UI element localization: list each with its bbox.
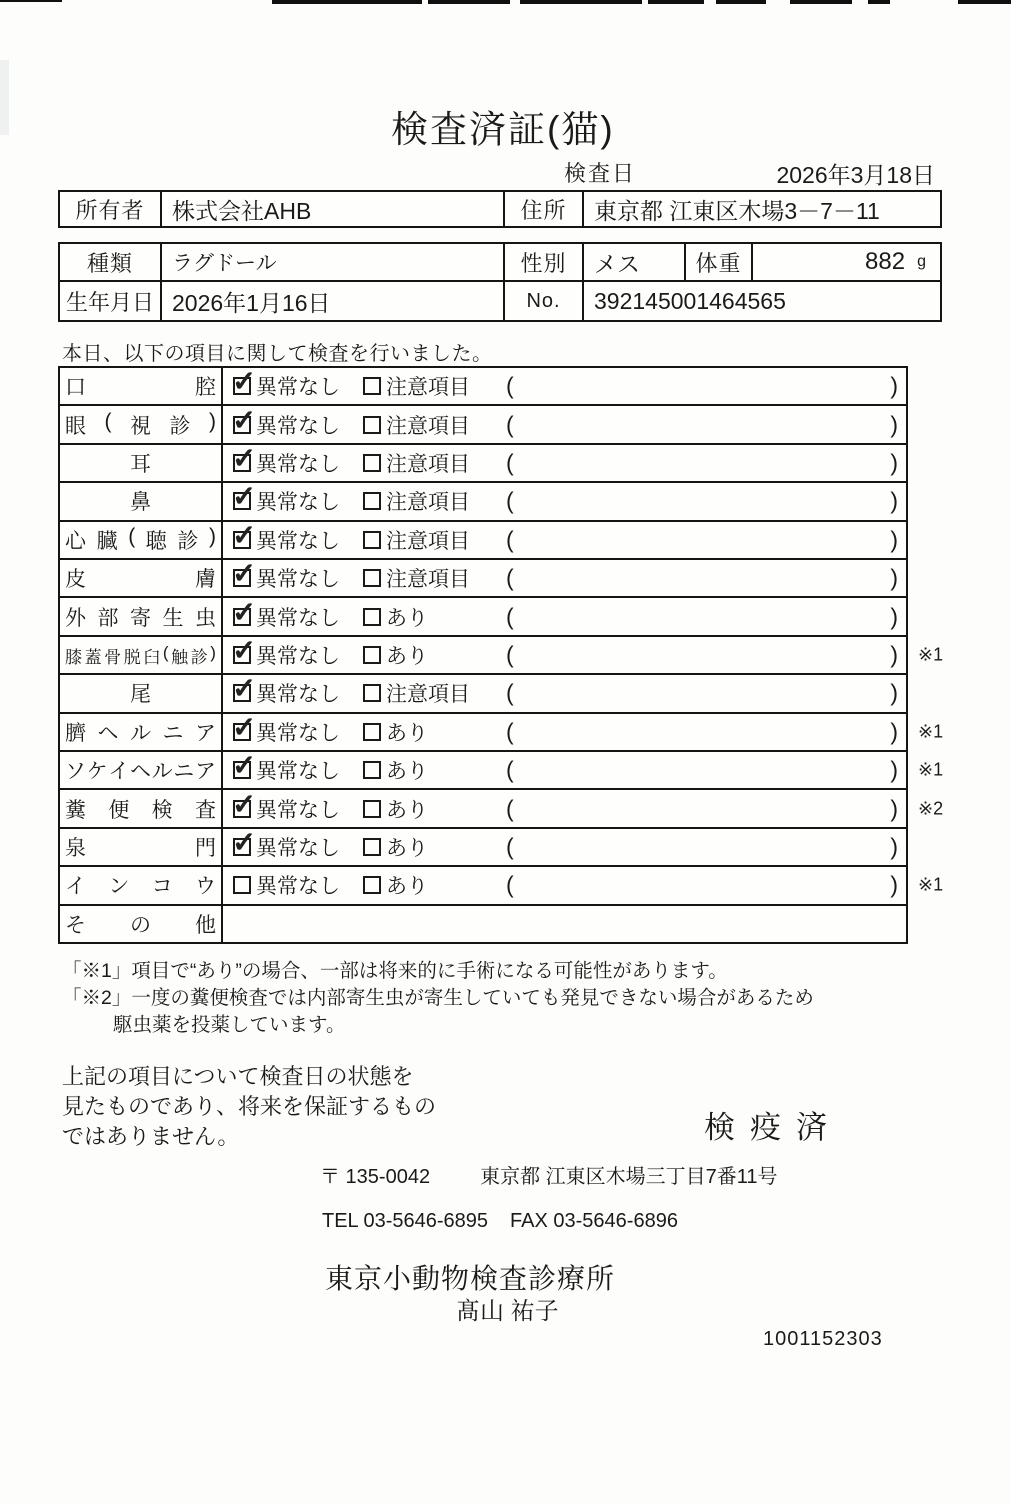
item-label-char: 膚 <box>195 568 216 592</box>
option-finding-label: 注意項目 <box>386 683 470 707</box>
item-label-char: ヘ <box>129 760 151 784</box>
item-label-char: 外 <box>65 606 86 630</box>
remarks-paren-close: ) <box>890 411 898 438</box>
checkbox-finding-icon <box>363 531 381 549</box>
item-label-char: 鼻 <box>130 491 151 515</box>
item-label-char: 門 <box>195 837 216 861</box>
option-no-abnormality-label: 異常なし <box>256 798 340 822</box>
checkbox-no-abnormality-icon <box>233 377 251 395</box>
item-label-char: ソ <box>65 760 86 784</box>
checklist-row <box>60 788 944 826</box>
option-finding-label: あり <box>386 760 428 784</box>
item-label-char: 診 <box>169 414 191 438</box>
item-label-char: ( <box>162 642 169 662</box>
item-label-char: 心 <box>65 529 86 553</box>
checkbox-finding-icon <box>363 454 381 472</box>
birthdate-label: 生年月日 <box>60 282 162 320</box>
checkbox-finding-icon <box>363 838 381 856</box>
item-label-char: ケ <box>86 760 108 784</box>
option-finding-label: あり <box>386 875 428 899</box>
option-finding-label: 注意項目 <box>386 414 470 438</box>
item-label-char: 検 <box>151 798 173 822</box>
item-options <box>223 368 906 404</box>
clinic-name: 東京小動物検査診療所 <box>325 1263 616 1294</box>
option-finding-label: あり <box>386 645 428 669</box>
item-label-char: ニ <box>173 760 195 784</box>
option-no-abnormality-label: 異常なし <box>256 491 340 515</box>
item-label-char: ニ <box>162 721 184 745</box>
checkbox-no-abnormality-icon <box>233 800 251 818</box>
item-label <box>65 755 216 785</box>
birthdate-row <box>60 280 940 320</box>
item-label-char: ( <box>104 409 112 433</box>
item-label-char: 皮 <box>65 568 86 592</box>
remarks-paren-close: ) <box>890 718 898 745</box>
option-no-abnormality-label: 異常なし <box>256 606 340 630</box>
remarks-paren-open: ( <box>506 641 514 668</box>
option-no-abnormality-label: 異常なし <box>256 645 340 669</box>
item-options <box>223 522 906 558</box>
remarks-paren-open: ( <box>506 564 514 591</box>
checklist-row <box>60 673 906 711</box>
scan-artifact <box>428 0 510 4</box>
item-options <box>223 752 944 788</box>
item-label-char: 泉 <box>65 837 86 861</box>
address-value: 東京都 江東区木場3－7－11 <box>594 197 880 224</box>
number-value: 392145001464565 <box>594 287 786 314</box>
checkbox-finding-icon <box>363 761 381 779</box>
item-label-char: ) <box>210 642 216 662</box>
option-finding-label: あり <box>386 837 428 861</box>
item-label <box>65 371 216 401</box>
item-options <box>223 406 906 442</box>
item-label-cell <box>60 560 223 596</box>
scan-artifact <box>0 60 9 135</box>
option-no-abnormality-label: 異常なし <box>256 376 340 400</box>
item-label-char: の <box>130 913 151 937</box>
scan-artifact <box>716 0 766 4</box>
item-label-char: 部 <box>97 606 119 630</box>
remarks-paren-close: ) <box>890 603 898 630</box>
reference-mark: ※1 <box>918 644 944 665</box>
checkbox-no-abnormality-icon <box>233 761 251 779</box>
disclaimer-line-3: ではありません。 <box>62 1124 240 1149</box>
item-label <box>65 870 216 900</box>
option-finding-label: あり <box>386 798 428 822</box>
option-finding-label: 注意項目 <box>386 529 470 553</box>
item-options <box>223 637 944 673</box>
item-label <box>65 410 216 440</box>
item-label-cell <box>60 790 223 826</box>
remarks-paren-open: ( <box>506 679 514 706</box>
item-label-char: そ <box>65 913 86 937</box>
checkbox-finding-icon <box>363 646 381 664</box>
option-finding-label: あり <box>386 606 428 630</box>
scan-artifact <box>868 0 890 4</box>
checkbox-no-abnormality-icon <box>233 608 251 626</box>
item-label-char: 生 <box>162 606 184 630</box>
item-label-char: ( <box>128 524 136 548</box>
item-label-char: 耳 <box>130 453 151 477</box>
number-label: No. <box>505 282 584 320</box>
item-label <box>65 486 216 516</box>
clinic-fax: FAX 03-5646-6896 <box>510 1210 678 1232</box>
item-options <box>223 829 906 865</box>
checklist-row <box>60 368 906 404</box>
option-finding-label: 注意項目 <box>386 453 470 477</box>
weight-label: 体重 <box>686 244 753 280</box>
remarks-paren-open: ( <box>506 871 514 898</box>
reference-mark: ※2 <box>918 798 944 819</box>
item-label <box>65 678 216 708</box>
checkbox-finding-icon <box>363 377 381 395</box>
item-label-cell <box>60 637 223 673</box>
breed-row <box>60 244 940 280</box>
checkbox-no-abnormality-icon <box>233 531 251 549</box>
owner-label: 所有者 <box>60 192 162 226</box>
checkbox-finding-icon <box>363 684 381 702</box>
remarks-paren-close: ) <box>890 641 898 668</box>
scan-artifact <box>790 0 852 4</box>
item-label-char: 虫 <box>195 606 216 630</box>
item-label-char: ) <box>209 409 216 433</box>
weight-number: 882 <box>865 248 906 275</box>
clinic-tel: TEL 03-5646-6895 <box>322 1210 489 1232</box>
checkbox-no-abnormality-icon <box>233 876 251 894</box>
item-options <box>223 483 906 519</box>
remarks-paren-open: ( <box>506 487 514 514</box>
inspection-date-value: 2026年3月18日 <box>776 162 935 188</box>
item-label-cell <box>60 522 223 558</box>
remarks-paren-open: ( <box>506 756 514 783</box>
checkbox-no-abnormality-icon <box>233 492 251 510</box>
checklist-row <box>60 404 906 442</box>
item-label-char: 診 <box>177 529 199 553</box>
item-options <box>223 598 906 634</box>
document-title: 検査済証(猫) <box>391 109 615 150</box>
item-label-cell <box>60 675 223 711</box>
item-label-char: イ <box>108 760 130 784</box>
option-no-abnormality-label: 異常なし <box>256 683 340 707</box>
item-options <box>223 714 944 750</box>
item-label-char: 脱 <box>123 647 141 667</box>
item-label-char: 便 <box>108 798 130 822</box>
address-label: 住所 <box>505 192 584 226</box>
item-label-cell <box>60 598 223 634</box>
postal-code: 〒 135-0042 <box>320 1166 431 1188</box>
checklist-row <box>60 481 906 519</box>
option-no-abnormality-label: 異常なし <box>256 568 340 592</box>
remarks-paren-close: ) <box>890 487 898 514</box>
item-label-cell <box>60 752 223 788</box>
item-label-char: コ <box>151 875 173 899</box>
remarks-paren-open: ( <box>506 718 514 745</box>
item-label-char: 腔 <box>195 376 216 400</box>
owner-table <box>58 190 942 228</box>
option-no-abnormality-label: 異常なし <box>256 721 340 745</box>
checklist-row <box>60 750 944 788</box>
clinic-phone-line <box>322 1210 678 1233</box>
checkbox-no-abnormality-icon <box>233 416 251 434</box>
item-label-char: 査 <box>194 798 216 822</box>
item-label-char: ) <box>208 524 216 548</box>
item-label-char: 他 <box>195 913 216 937</box>
item-label <box>65 602 216 632</box>
checkbox-no-abnormality-icon <box>233 569 251 587</box>
option-no-abnormality-label: 異常なし <box>256 414 340 438</box>
item-label-char: 寄 <box>130 606 151 630</box>
footnote-1: 「※1」項目で“あり”の場合、一部は将来的に手術になる可能性があります。 <box>62 960 728 982</box>
item-label-char: イ <box>65 875 86 899</box>
checklist-row <box>60 827 906 865</box>
remarks-paren-close: ) <box>890 449 898 476</box>
option-finding-label: 注意項目 <box>386 491 470 515</box>
checklist-row <box>60 635 944 673</box>
option-finding-label: 注意項目 <box>386 376 470 400</box>
checklist-row <box>60 865 944 903</box>
item-label-char: 臼 <box>143 647 161 667</box>
remarks-paren-close: ) <box>890 372 898 399</box>
checkbox-finding-icon <box>363 492 381 510</box>
option-no-abnormality-label: 異常なし <box>256 837 340 861</box>
scan-artifact <box>958 0 1011 4</box>
checklist-intro: 本日、以下の項目に関して検査を行いました。 <box>62 343 493 365</box>
animal-table <box>58 242 942 322</box>
remarks-paren-open: ( <box>506 449 514 476</box>
checkbox-no-abnormality-icon <box>233 454 251 472</box>
remarks-paren-close: ) <box>890 756 898 783</box>
remarks-paren-open: ( <box>506 411 514 438</box>
breed-label: 種類 <box>60 244 162 280</box>
item-label-cell <box>60 406 223 442</box>
item-label <box>65 563 216 593</box>
option-no-abnormality-label: 異常なし <box>256 529 340 553</box>
item-label-char: ン <box>108 875 130 899</box>
remarks-paren-close: ) <box>890 833 898 860</box>
item-options <box>223 445 906 481</box>
footnote-2-line1: 「※2」一度の糞便検査では内部寄生虫が寄生していても発見できない場合があるため <box>62 987 814 1009</box>
item-label-char: 骨 <box>104 647 122 667</box>
item-label-char: ウ <box>194 875 216 899</box>
remarks-paren-close: ) <box>890 564 898 591</box>
checklist-row <box>60 712 944 750</box>
item-label-cell <box>60 445 223 481</box>
item-label-char: 視 <box>130 414 151 438</box>
remarks-paren-close: ) <box>890 679 898 706</box>
quarantine-stamp: 検疫済 <box>704 1110 842 1145</box>
item-label-char: 口 <box>65 376 86 400</box>
checklist-row <box>60 904 906 942</box>
item-label-char: 尾 <box>130 683 151 707</box>
checkbox-finding-icon <box>363 569 381 587</box>
item-label-char: 蓋 <box>84 647 102 667</box>
option-no-abnormality-label: 異常なし <box>256 453 340 477</box>
checklist-table <box>58 366 944 944</box>
item-options <box>223 790 944 826</box>
checklist-row <box>60 443 906 481</box>
footnote-2-line2: 駆虫薬を投薬しています。 <box>113 1014 346 1036</box>
checkbox-no-abnormality-icon <box>233 684 251 702</box>
item-options <box>223 560 906 596</box>
item-label-char: 触 <box>171 647 189 667</box>
option-finding-label: 注意項目 <box>386 568 470 592</box>
item-options <box>223 906 906 942</box>
item-label-char: 臍 <box>65 721 86 745</box>
item-label-char: 膝 <box>65 647 82 667</box>
weight-value <box>753 244 940 280</box>
remarks-paren-open: ( <box>506 833 514 860</box>
owner-row <box>60 192 940 226</box>
checkbox-no-abnormality-icon <box>233 838 251 856</box>
item-label-char: 臓 <box>96 529 118 553</box>
item-label-cell <box>60 906 223 942</box>
item-label <box>65 909 216 939</box>
owner-value: 株式会社AHB <box>162 192 505 226</box>
examiner-name: 髙山 祐子 <box>456 1298 559 1325</box>
option-no-abnormality-label: 異常なし <box>256 875 340 899</box>
item-label-char: 診 <box>190 647 208 667</box>
checkbox-no-abnormality-icon <box>233 646 251 664</box>
item-label-cell <box>60 368 223 404</box>
inspection-date-label: 検査日 <box>564 161 637 186</box>
scan-artifact <box>520 0 642 4</box>
item-options <box>223 867 944 903</box>
remarks-paren-open: ( <box>506 526 514 553</box>
checkbox-finding-icon <box>363 876 381 894</box>
item-label-cell <box>60 714 223 750</box>
option-no-abnormality-label: 異常なし <box>256 760 340 784</box>
item-label-char: 眼 <box>65 414 86 438</box>
checkbox-finding-icon <box>363 723 381 741</box>
scan-artifact <box>648 0 704 4</box>
disclaimer-line-1: 上記の項目について検査日の状態を <box>62 1064 414 1089</box>
remarks-paren-close: ) <box>890 871 898 898</box>
item-label <box>65 832 216 862</box>
item-options <box>223 675 906 711</box>
reference-mark: ※1 <box>918 721 944 742</box>
serial-number: 1001152303 <box>763 1328 883 1350</box>
checkbox-finding-icon <box>363 416 381 434</box>
checkbox-finding-icon <box>363 608 381 626</box>
item-label-cell <box>60 829 223 865</box>
reference-mark: ※1 <box>918 759 944 780</box>
sex-label: 性別 <box>505 244 584 280</box>
item-label-char: 糞 <box>65 798 86 822</box>
item-label <box>65 448 216 478</box>
option-finding-label: あり <box>386 721 428 745</box>
checklist-row <box>60 520 906 558</box>
item-label-char: ア <box>195 721 216 745</box>
remarks-paren-open: ( <box>506 372 514 399</box>
item-label <box>65 717 216 747</box>
item-label-cell <box>60 867 223 903</box>
clinic-postal-address <box>320 1160 778 1189</box>
checkbox-no-abnormality-icon <box>233 723 251 741</box>
scan-artifact <box>272 0 422 4</box>
checklist-row <box>60 596 906 634</box>
reference-mark: ※1 <box>918 874 944 895</box>
sex-value: メス <box>584 244 686 280</box>
remarks-paren-open: ( <box>506 795 514 822</box>
remarks-paren-open: ( <box>506 603 514 630</box>
item-label <box>65 643 216 668</box>
item-label <box>65 794 216 824</box>
item-label-char: ル <box>151 760 173 784</box>
clinic-address: 東京都 江東区木場三丁目7番11号 <box>480 1166 778 1188</box>
item-label-char: ア <box>194 760 216 784</box>
weight-unit: g <box>917 253 926 270</box>
item-label-char: 聴 <box>145 529 167 553</box>
item-label <box>65 525 216 555</box>
disclaimer-line-2: 見たものであり、将来を保証するもの <box>62 1094 437 1119</box>
breed-value: ラグドール <box>162 244 505 280</box>
item-label-char: ル <box>130 721 151 745</box>
item-label-char: ヘ <box>97 721 119 745</box>
remarks-paren-close: ) <box>890 526 898 553</box>
scan-artifact <box>0 0 62 2</box>
item-label-cell <box>60 483 223 519</box>
checklist-row <box>60 558 906 596</box>
disclaimer-text <box>62 1062 436 1152</box>
birthdate-value: 2026年1月16日 <box>162 282 505 320</box>
remarks-paren-close: ) <box>890 795 898 822</box>
checkbox-finding-icon <box>363 800 381 818</box>
